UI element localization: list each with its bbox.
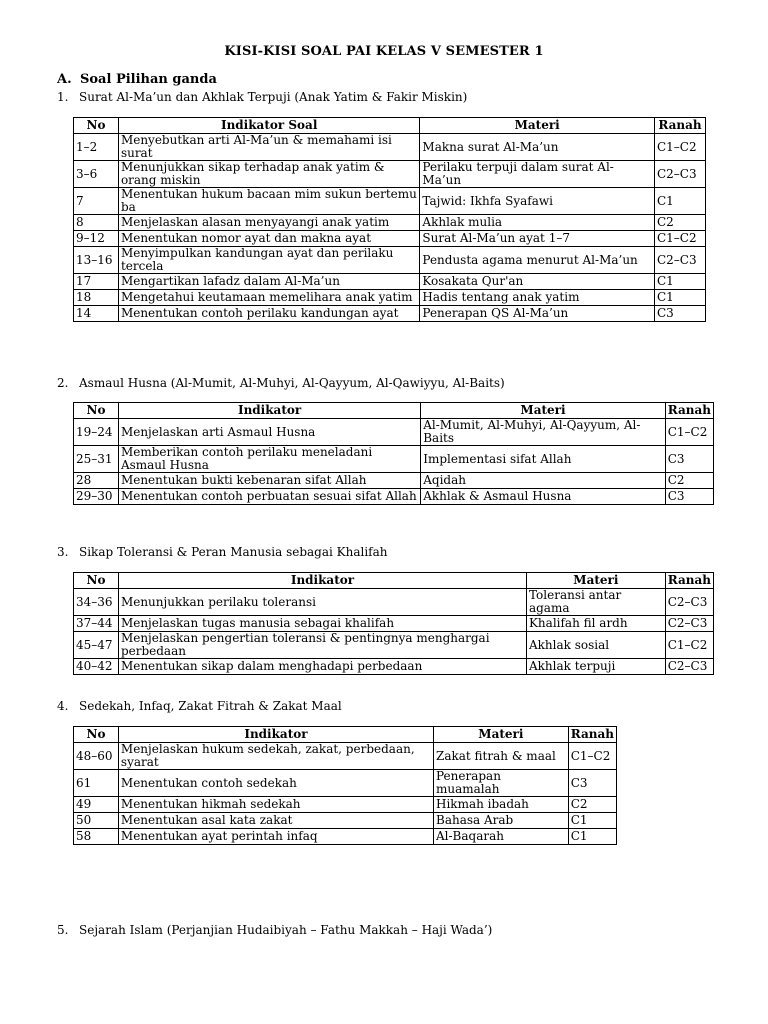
cell-materi: Toleransi antar agama — [526, 589, 665, 616]
cell-indikator: Menentukan contoh perbuatan sesuai sifat Allah — [118, 489, 420, 505]
header-no: No — [74, 118, 119, 134]
table-row — [74, 813, 617, 829]
table-row — [74, 743, 617, 770]
cell-materi: Implementasi sifat Allah — [421, 446, 666, 473]
cell-indikator: Menunjukkan perilaku toleransi — [118, 589, 526, 616]
cell-ranah: C3 — [654, 306, 705, 322]
cell-no: 48–60 — [74, 743, 119, 770]
section-number: 5. — [57, 923, 69, 937]
cell-ranah: C2–C3 — [654, 247, 705, 274]
cell-ranah: C1–C2 — [665, 632, 713, 659]
cell-materi: Kosakata Qur'an — [420, 274, 655, 290]
cell-materi: Aqidah — [421, 473, 666, 489]
cell-ranah: C1–C2 — [665, 419, 713, 446]
cell-materi: Al-Mumit, Al-Muhyi, Al-Qayyum, Al-Baits — [421, 419, 666, 446]
cell-ranah: C2–C3 — [665, 659, 713, 675]
cell-ranah: C1 — [654, 188, 705, 215]
cell-materi: Penerapan QS Al-Ma’un — [420, 306, 655, 322]
table-row — [74, 473, 714, 489]
cell-no: 19–24 — [74, 419, 119, 446]
cell-no: 13–16 — [74, 247, 119, 274]
header-ranah: Ranah — [654, 118, 705, 134]
cell-materi: Al-Baqarah — [434, 829, 569, 845]
cell-no: 18 — [74, 290, 119, 306]
cell-indikator: Menentukan hikmah sedekah — [118, 797, 433, 813]
table-row — [74, 188, 706, 215]
cell-indikator: Menentukan sikap dalam menghadapi perbedaan — [118, 659, 526, 675]
cell-indikator: Menentukan nomor ayat dan makna ayat — [118, 231, 419, 247]
cell-no: 25–31 — [74, 446, 119, 473]
header-materi: Materi — [420, 118, 655, 134]
cell-ranah: C1–C2 — [654, 231, 705, 247]
table-row — [74, 632, 714, 659]
cell-ranah: C2 — [654, 215, 705, 231]
cell-materi: Makna surat Al-Ma’un — [420, 134, 655, 161]
section-a-label: A. — [57, 72, 72, 87]
table-row — [74, 419, 714, 446]
header-materi: Materi — [421, 403, 666, 419]
cell-indikator: Menentukan hukum bacaan mim sukun bertemu ba — [118, 188, 419, 215]
section-title: Sedekah, Infaq, Zakat Fitrah & Zakat Maal — [79, 699, 342, 713]
header-indikator: Indikator Soal — [118, 118, 419, 134]
cell-indikator: Memberikan contoh perilaku meneladani Asmaul Husna — [118, 446, 420, 473]
header-ranah: Ranah — [568, 727, 616, 743]
cell-indikator: Menyebutkan arti Al-Ma’un & memahami isi surat — [118, 134, 419, 161]
cell-indikator: Menentukan contoh sedekah — [118, 770, 433, 797]
cell-indikator: Menjelaskan tugas manusia sebagai khalifah — [118, 616, 526, 632]
table-row — [74, 161, 706, 188]
cell-ranah: C1 — [654, 290, 705, 306]
header-indikator: Indikator — [118, 403, 420, 419]
section-3-heading — [57, 545, 388, 559]
table-row — [74, 770, 617, 797]
table-row — [74, 489, 714, 505]
table-section-2 — [73, 402, 714, 505]
table-row — [74, 231, 706, 247]
section-title: Asmaul Husna (Al-Mumit, Al-Muhyi, Al-Qayyum, Al-Qawiyyu, Al-Baits) — [79, 376, 505, 390]
cell-materi: Akhlak & Asmaul Husna — [421, 489, 666, 505]
cell-no: 8 — [74, 215, 119, 231]
cell-materi: Surat Al-Ma’un ayat 1–7 — [420, 231, 655, 247]
cell-indikator: Menentukan contoh perilaku kandungan ayat — [118, 306, 419, 322]
cell-no: 9–12 — [74, 231, 119, 247]
cell-indikator: Menjelaskan alasan menyayangi anak yatim — [118, 215, 419, 231]
section-title: Sikap Toleransi & Peran Manusia sebagai Khalifah — [79, 545, 388, 559]
cell-indikator: Menentukan asal kata zakat — [118, 813, 433, 829]
table-section-3 — [73, 572, 714, 675]
cell-no: 34–36 — [74, 589, 119, 616]
table-header-row — [74, 118, 706, 134]
cell-ranah: C1 — [568, 813, 616, 829]
cell-no: 14 — [74, 306, 119, 322]
header-materi: Materi — [526, 573, 665, 589]
cell-indikator: Menentukan bukti kebenaran sifat Allah — [118, 473, 420, 489]
cell-ranah: C1–C2 — [654, 134, 705, 161]
header-indikator: Indikator — [118, 727, 433, 743]
cell-indikator: Menyimpulkan kandungan ayat dan perilaku tercela — [118, 247, 419, 274]
table-row — [74, 306, 706, 322]
cell-materi: Zakat fitrah & maal — [434, 743, 569, 770]
table-header-row — [74, 727, 617, 743]
section-4-heading — [57, 699, 342, 713]
cell-no: 1–2 — [74, 134, 119, 161]
table-header-row — [74, 573, 714, 589]
cell-materi: Hadis tentang anak yatim — [420, 290, 655, 306]
header-no: No — [74, 727, 119, 743]
cell-materi: Akhlak terpuji — [526, 659, 665, 675]
cell-ranah: C1 — [654, 274, 705, 290]
table-row — [74, 616, 714, 632]
cell-indikator: Menunjukkan sikap terhadap anak yatim & orang miskin — [118, 161, 419, 188]
table-row — [74, 829, 617, 845]
cell-no: 40–42 — [74, 659, 119, 675]
cell-materi: Penerapan muamalah — [434, 770, 569, 797]
table-row — [74, 589, 714, 616]
cell-ranah: C2–C3 — [665, 616, 713, 632]
cell-no: 29–30 — [74, 489, 119, 505]
section-a-title: Soal Pilihan ganda — [80, 72, 217, 87]
document-title: KISI-KISI SOAL PAI KELAS V SEMESTER 1 — [224, 44, 544, 59]
table-row — [74, 274, 706, 290]
cell-indikator: Menjelaskan pengertian toleransi & pentingnya menghargai perbedaan — [118, 632, 526, 659]
section-1-heading — [57, 90, 467, 104]
table-row — [74, 797, 617, 813]
cell-indikator: Menjelaskan arti Asmaul Husna — [118, 419, 420, 446]
cell-materi: Tajwid: Ikhfa Syafawi — [420, 188, 655, 215]
cell-no: 37–44 — [74, 616, 119, 632]
cell-ranah: C1 — [568, 829, 616, 845]
header-no: No — [74, 573, 119, 589]
section-number: 3. — [57, 545, 69, 559]
cell-materi: Hikmah ibadah — [434, 797, 569, 813]
section-2-heading — [57, 376, 505, 390]
cell-materi: Khalifah fil ardh — [526, 616, 665, 632]
cell-no: 49 — [74, 797, 119, 813]
cell-indikator: Mengetahui keutamaan memelihara anak yatim — [118, 290, 419, 306]
cell-no: 58 — [74, 829, 119, 845]
header-no: No — [74, 403, 119, 419]
table-header-row — [74, 403, 714, 419]
table-row — [74, 290, 706, 306]
table-row — [74, 247, 706, 274]
table-row — [74, 215, 706, 231]
cell-ranah: C2–C3 — [654, 161, 705, 188]
cell-ranah: C1–C2 — [568, 743, 616, 770]
section-a-heading — [57, 72, 217, 87]
section-number: 2. — [57, 376, 69, 390]
table-row — [74, 134, 706, 161]
cell-no: 7 — [74, 188, 119, 215]
cell-ranah: C3 — [568, 770, 616, 797]
header-ranah: Ranah — [665, 403, 713, 419]
cell-ranah: C2–C3 — [665, 589, 713, 616]
cell-no: 28 — [74, 473, 119, 489]
cell-materi: Akhlak sosial — [526, 632, 665, 659]
header-ranah: Ranah — [665, 573, 713, 589]
cell-ranah: C3 — [665, 489, 713, 505]
header-materi: Materi — [434, 727, 569, 743]
cell-materi: Akhlak mulia — [420, 215, 655, 231]
cell-indikator: Menentukan ayat perintah infaq — [118, 829, 433, 845]
cell-indikator: Menjelaskan hukum sedekah, zakat, perbedaan, syarat — [118, 743, 433, 770]
cell-no: 45–47 — [74, 632, 119, 659]
cell-no: 50 — [74, 813, 119, 829]
cell-no: 61 — [74, 770, 119, 797]
table-section-1 — [73, 117, 706, 322]
table-section-4 — [73, 726, 617, 845]
section-number: 1. — [57, 90, 69, 104]
cell-ranah: C2 — [665, 473, 713, 489]
cell-ranah: C2 — [568, 797, 616, 813]
section-5-heading — [57, 923, 492, 937]
cell-no: 3–6 — [74, 161, 119, 188]
cell-ranah: C3 — [665, 446, 713, 473]
table-row — [74, 659, 714, 675]
cell-materi: Perilaku terpuji dalam surat Al-Ma’un — [420, 161, 655, 188]
section-title: Sejarah Islam (Perjanjian Hudaibiyah – Fathu Makkah – Haji Wada’) — [79, 923, 493, 937]
section-title: Surat Al-Ma’un dan Akhlak Terpuji (Anak Yatim & Fakir Miskin) — [79, 90, 468, 104]
cell-materi: Bahasa Arab — [434, 813, 569, 829]
cell-indikator: Mengartikan lafadz dalam Al-Ma’un — [118, 274, 419, 290]
section-number: 4. — [57, 699, 69, 713]
cell-no: 17 — [74, 274, 119, 290]
header-indikator: Indikator — [118, 573, 526, 589]
cell-materi: Pendusta agama menurut Al-Ma’un — [420, 247, 655, 274]
table-row — [74, 446, 714, 473]
